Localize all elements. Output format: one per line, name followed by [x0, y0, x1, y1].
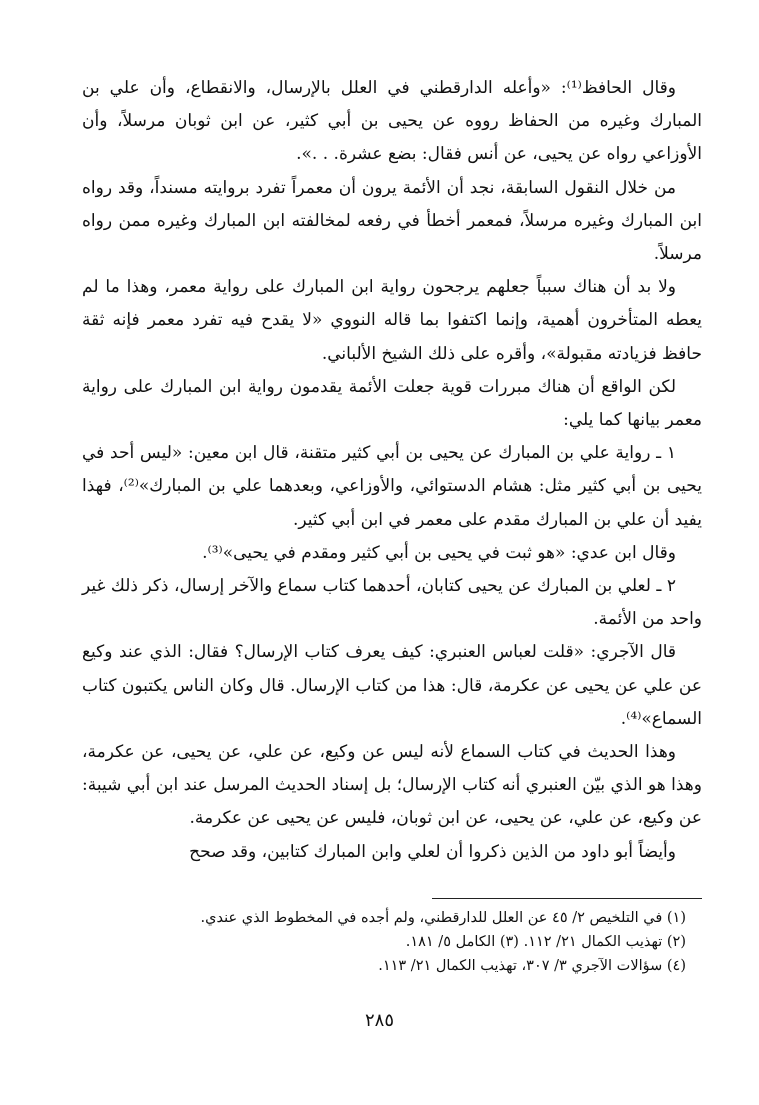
main-text	[82, 72, 702, 869]
footnote-2-3: (٢) تهذيب الكمال ٢١/ ١١٢. (٣) الكامل ٥/ ١٨١.	[405, 934, 686, 950]
paragraph-point-two: ٢ ـ لعلي بن المبارك عن يحيى كتابان، أحدهما كتاب سماع والآخر إرسال، ذكر ذلك غير واحد من الأئمة.	[82, 576, 702, 630]
paragraph-hadith-book: وهذا الحديث في كتاب السماع لأنه ليس عن وكيع، عن علي، عن يحيى، عن عكرمة، وهذا هو الذي بيّن العنبري أنه كتاب الإرسال؛ بل إسناد الحديث المرسل عند ابن أبي شيبة: عن وكيع، عن علي، عن يحيى، عن ابن ثوبان، فليس عن يحيى عن عكرمة.	[82, 742, 702, 829]
paragraph-transmissions: من خلال النقول السابقة، نجد أن الأئمة يرون أن معمراً تفرد بروايته مسنداً، وقد رواه ابن المبارك وغيره مرسلاً، فمعمر أخطأ في رفعه لمخالفته ابن المبارك وغيره ممن رواه مرسلاً.	[82, 177, 702, 265]
footnote-1: (١) في التلخيص ٢/ ٤٥ عن العلل للدارقطني، ولم أجده في المخطوط الذي عندي.	[200, 910, 686, 926]
paragraph-ajurri: قال الآجري: «قلت لعباس العنبري: كيف يعرف كتاب الإرسال؟ فقال: الذي عند وكيع عن علي عن يحيى عن عكرمة، قال: هذا من كتاب الإرسال. قال وكان الناس يكتبون كتاب السماع»⁽⁴⁾.	[82, 642, 702, 729]
paragraph-ibn-adi: وقال ابن عدي: «هو ثبت في يحيى بن أبي كثير ومقدم في يحيى»⁽³⁾.	[202, 542, 676, 563]
paragraph-abu-dawud: وأيضاً أبو داود من الذين ذكروا أن لعلي وابن المبارك كتابين، وقد صحح	[189, 841, 676, 862]
paragraph-justifications: لكن الواقع أن هناك مبررات قوية جعلت الأئمة يقدمون رواية ابن المبارك على رواية معمر بيانها كما يلي:	[82, 376, 702, 431]
footnote-divider	[432, 898, 702, 899]
footnote-4: (٤) سؤالات الآجري ٣/ ٣٠٧، تهذيب الكمال ٢١/ ١١٣.	[378, 958, 686, 974]
footnotes	[82, 906, 702, 978]
paragraph-point-one: ١ ـ رواية علي بن المبارك عن يحيى بن أبي كثير متقنة، قال ابن معين: «ليس أحد في يحيى بن أبي كثير مثل: هشام الدستوائي، والأوزاعي، وبعدهما علي بن المبارك»⁽²⁾، فهذا يفيد أن علي بن المبارك مقدم على معمر في ابن أبي كثير.	[82, 443, 702, 530]
paragraph-reason: ولا بد أن هناك سبباً جعلهم يرجحون رواية ابن المبارك على رواية معمر، وهذا ما لم يعطه المتأخرون أهمية، وإنما اكتفوا بما قاله النووي «لا يقدح فيه تفرد معمر فإنه ثقة حافظ فزيادته مقبولة»، وأقره على ذلك الشيخ الألباني.	[82, 277, 702, 364]
paragraph-hafiz-quote: وقال الحافظ⁽¹⁾: «وأعله الدارقطني في العلل بالإرسال، والانقطاع، وأن علي بن المبارك وغيره من الحفاظ رووه عن يحيى بن أبي كثير، عن ابن ثوبان مرسلاً، وأن الأوزاعي رواه عن يحيى، عن أنس فقال: بضع عشرة. . .».	[82, 78, 702, 165]
page-number: ٢٨٥	[364, 1010, 394, 1031]
